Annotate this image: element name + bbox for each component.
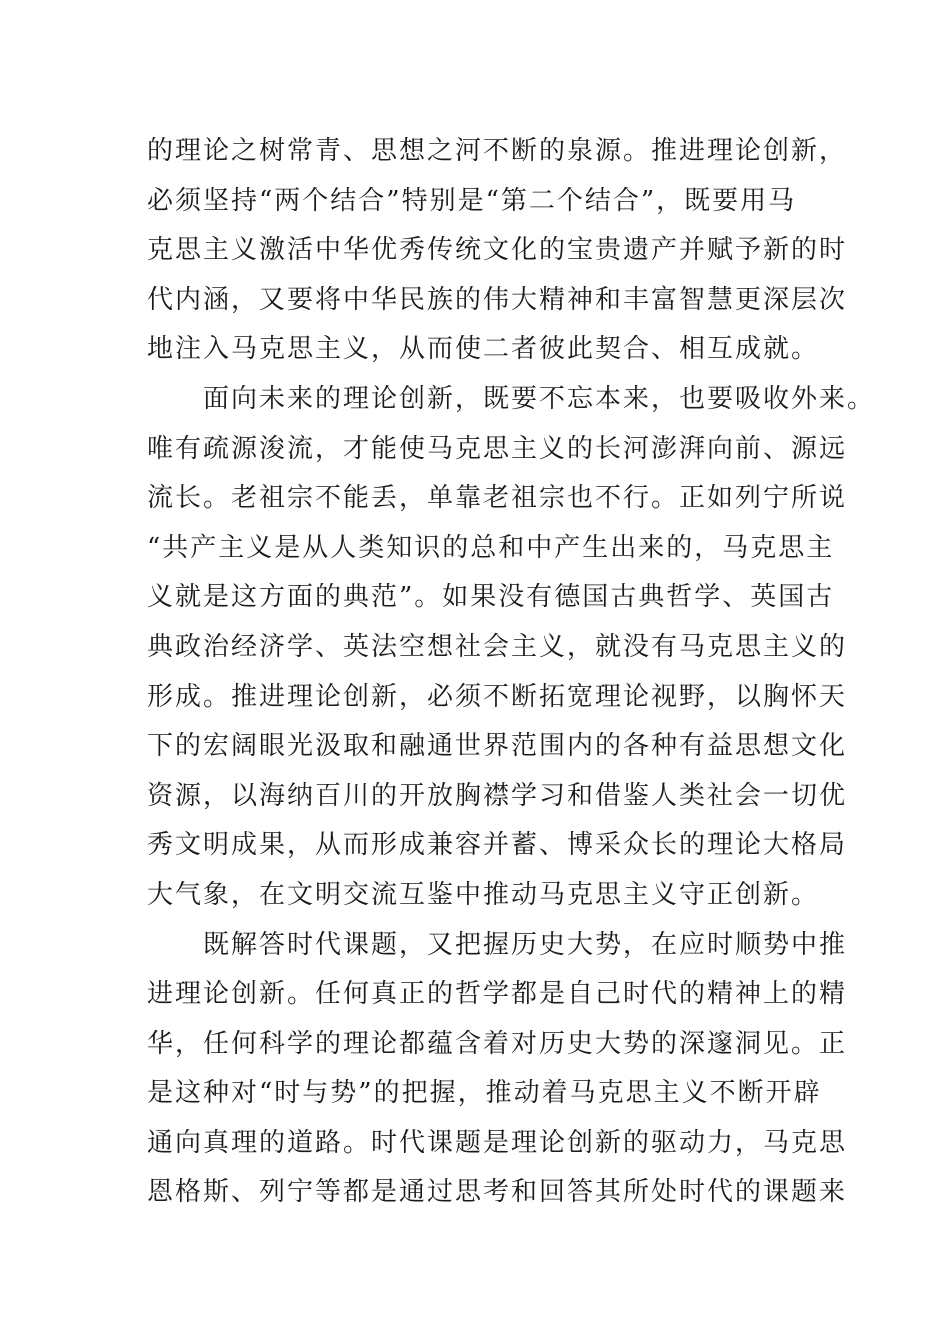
text-line: 通向真理的道路。时代课题是理论创新的驱动力，马克思 bbox=[147, 1127, 848, 1158]
text-line: 地注入马克思主义，从而使二者彼此契合、相互成就。 bbox=[147, 334, 820, 365]
text-line: 华，任何科学的理论都蕴含着对历史大势的深邃洞见。正 bbox=[147, 1028, 848, 1059]
text-line: “共产主义是从人类知识的总和中产生出来的，马克思主 bbox=[147, 532, 835, 563]
text-line: 流长。老祖宗不能丢，单靠老祖宗也不行。正如列宁所说 bbox=[147, 483, 848, 514]
text-line: 恩格斯、列宁等都是通过思考和回答其所处时代的课题来 bbox=[147, 1177, 848, 1208]
text-line: 代内涵，又要将中华民族的伟大精神和丰富智慧更深层次 bbox=[147, 284, 848, 315]
text-line: 义就是这方面的典范”。如果没有德国古典哲学、英国古 bbox=[147, 582, 835, 613]
text-line: 典政治经济学、英法空想社会主义，就没有马克思主义的 bbox=[147, 631, 848, 662]
text-line: 资源，以海纳百川的开放胸襟学习和借鉴人类社会一切优 bbox=[147, 780, 848, 811]
text-line: 进理论创新。任何真正的哲学都是自己时代的精神上的精 bbox=[147, 979, 848, 1010]
text-line: 唯有疏源浚流，才能使马克思主义的长河澎湃向前、源远 bbox=[147, 433, 848, 464]
text-line: 必须坚持“两个结合”特别是“第二个结合”，既要用马 bbox=[147, 185, 797, 216]
text-line: 下的宏阔眼光汲取和融通世界范围内的各种有益思想文化 bbox=[147, 731, 848, 762]
text-line: 大气象，在文明交流互鉴中推动马克思主义守正创新。 bbox=[147, 879, 820, 910]
text-line: 克思主义激活中华优秀传统文化的宝贵遗产并赋予新的时 bbox=[147, 235, 848, 266]
text-line: 秀文明成果，从而形成兼容并蓄、博采众长的理论大格局 bbox=[147, 830, 848, 861]
text-line: 是这种对“时与势”的把握，推动着马克思主义不断开辟 bbox=[147, 1078, 822, 1109]
paragraph-first-line: 面向未来的理论创新，既要不忘本来，也要吸收外来。 bbox=[203, 383, 876, 414]
body-text bbox=[147, 127, 876, 1218]
paragraph-first-line: 既解答时代课题，又把握历史大势，在应时顺势中推 bbox=[203, 929, 848, 960]
text-line: 的理论之树常青、思想之河不断的泉源。推进理论创新， bbox=[147, 136, 848, 166]
text-line: 形成。推进理论创新，必须不断拓宽理论视野，以胸怀天 bbox=[147, 681, 848, 712]
